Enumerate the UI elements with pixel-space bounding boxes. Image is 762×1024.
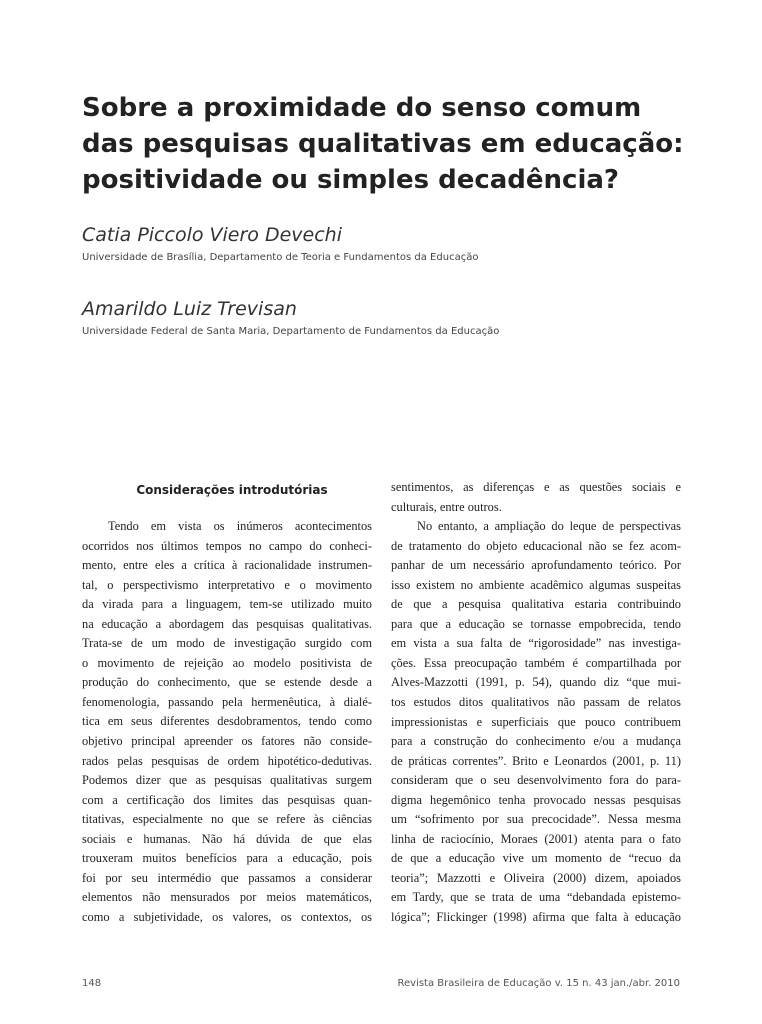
text-line: da virada para a linguagem, tem-se utilizado muito bbox=[82, 597, 372, 612]
text-line: Podemos dizer que as pesquisas qualitativas surgem bbox=[82, 773, 372, 788]
text-line: com a certificação dos limites das pesquisas quan- bbox=[82, 792, 372, 807]
text-line: rados pelas pesquisas de ordem hipotético-dedutivas. bbox=[82, 753, 372, 768]
text-line: sentimentos, as diferenças e as questões sociais e bbox=[391, 480, 681, 494]
text-line: produção do conhecimento, que se estende desde a bbox=[82, 675, 372, 690]
text-line: foi por seu intermédio que passamos a considerar bbox=[82, 870, 372, 885]
text-line: impressionistas e superficiais que pouco contribuem bbox=[391, 714, 681, 729]
text-line: panhar de um necessário aprofundamento teórico. Por bbox=[391, 558, 681, 573]
title-line: Sobre a proximidade do senso comum bbox=[82, 93, 642, 123]
right-text-column bbox=[391, 478, 681, 928]
text-line: titativas, especialmente no que se refere às ciências bbox=[82, 812, 372, 827]
section-heading: Considerações introdutórias bbox=[136, 483, 328, 497]
text-line: teoria”; Mazzotti e Oliveira (2000) dizem, apoiados bbox=[391, 870, 681, 885]
text-line: Alves-Mazzotti (1991, p. 54), quando diz “que mui- bbox=[391, 675, 681, 690]
text-line: um “sofrimento por sua precocidade”. Nessa mesma bbox=[391, 812, 681, 827]
text-line: digma hegemônico tenha provocado nessas pesquisas bbox=[391, 792, 681, 807]
text-line: de tratamento do objeto educacional não se fez acom- bbox=[391, 538, 681, 553]
text-line: mento, entre eles a crítica à racionalidade instrumen- bbox=[82, 558, 372, 573]
text-line: como a subjetividade, os valores, os contextos, os bbox=[82, 909, 372, 924]
page-number: 148 bbox=[82, 978, 102, 989]
author-affiliation: Universidade Federal de Santa Maria, Departamento de Fundamentos da Educação bbox=[82, 326, 500, 337]
text-line: consideram que o seu desenvolvimento fora do para- bbox=[391, 773, 681, 788]
text-line: fenomenologia, passando pela hermenêutica, à dialé- bbox=[82, 694, 372, 709]
text-line: ocorridos nos últimos tempos no campo do conheci- bbox=[82, 538, 372, 553]
text-line: de que a educação vive um momento de “recuo da bbox=[391, 851, 681, 866]
text-line: Tendo em vista os inúmeros acontecimentos bbox=[108, 519, 372, 533]
text-line: em Tardy, que se trata de uma “debandada epistemo- bbox=[391, 890, 681, 905]
title-line: das pesquisas qualitativas em educação: bbox=[82, 129, 684, 159]
text-line: lógica”; Flickinger (1998) afirma que falta à educação bbox=[391, 910, 681, 925]
text-line: em vista a sua falta de “rigorosidade” nas investiga- bbox=[391, 636, 681, 651]
text-line: linha de raciocínio, Moraes (2001) atenta para o fato bbox=[391, 831, 681, 846]
text-line: o movimento de rejeição ao modelo positivista de bbox=[82, 655, 372, 670]
text-line: de que a pesquisa qualitativa estaria contribuindo bbox=[391, 597, 681, 612]
title-line: positividade ou simples decadência? bbox=[82, 165, 620, 195]
text-line: na educação a abordagem das pesquisas qualitativas. bbox=[82, 616, 372, 631]
text-line: tal, o perspectivismo interpretativo e o movimento bbox=[82, 577, 372, 592]
text-line: tica em seus diferentes desdobramentos, tendo como bbox=[82, 714, 372, 729]
text-line: para que a educação se tornasse empobrecida, tendo bbox=[391, 616, 681, 631]
text-line: de práticas correntes”. Brito e Leonardos (2001, p. 11) bbox=[391, 753, 681, 768]
article-title bbox=[82, 90, 682, 198]
text-line: Trata-se de um modo de investigação surgido com bbox=[82, 636, 372, 651]
journal-info: Revista Brasileira de Educação v. 15 n. 43 jan./abr. 2010 bbox=[397, 978, 680, 989]
text-line: isso existem no ambiente acadêmico algumas suspeitas bbox=[391, 577, 681, 592]
text-line: para a construção do conhecimento e/ou a mudança bbox=[391, 734, 681, 749]
text-line: elementos não mensurados por meios matemáticos, bbox=[82, 890, 372, 905]
left-text-column bbox=[82, 517, 372, 927]
text-line: tos estudos ditos qualitativos não passam de relatos bbox=[391, 695, 681, 710]
text-line: No entanto, a ampliação do leque de perspectivas bbox=[417, 519, 681, 534]
author-affiliation: Universidade de Brasília, Departamento de Teoria e Fundamentos da Educação bbox=[82, 252, 479, 263]
text-line: sociais e humanas. Não há dúvida de que elas bbox=[82, 831, 372, 846]
author-name: Catia Piccolo Viero Devechi bbox=[82, 224, 342, 246]
text-line: culturais, entre outros. bbox=[391, 499, 502, 514]
text-line: objetivo principal apreender os fatores não conside- bbox=[82, 734, 372, 749]
text-line: trouxeram muitos benefícios para a educação, pois bbox=[82, 851, 372, 866]
text-line: ções. Essa preocupação também é compartilhada por bbox=[391, 655, 681, 670]
author-name: Amarildo Luiz Trevisan bbox=[82, 298, 297, 320]
